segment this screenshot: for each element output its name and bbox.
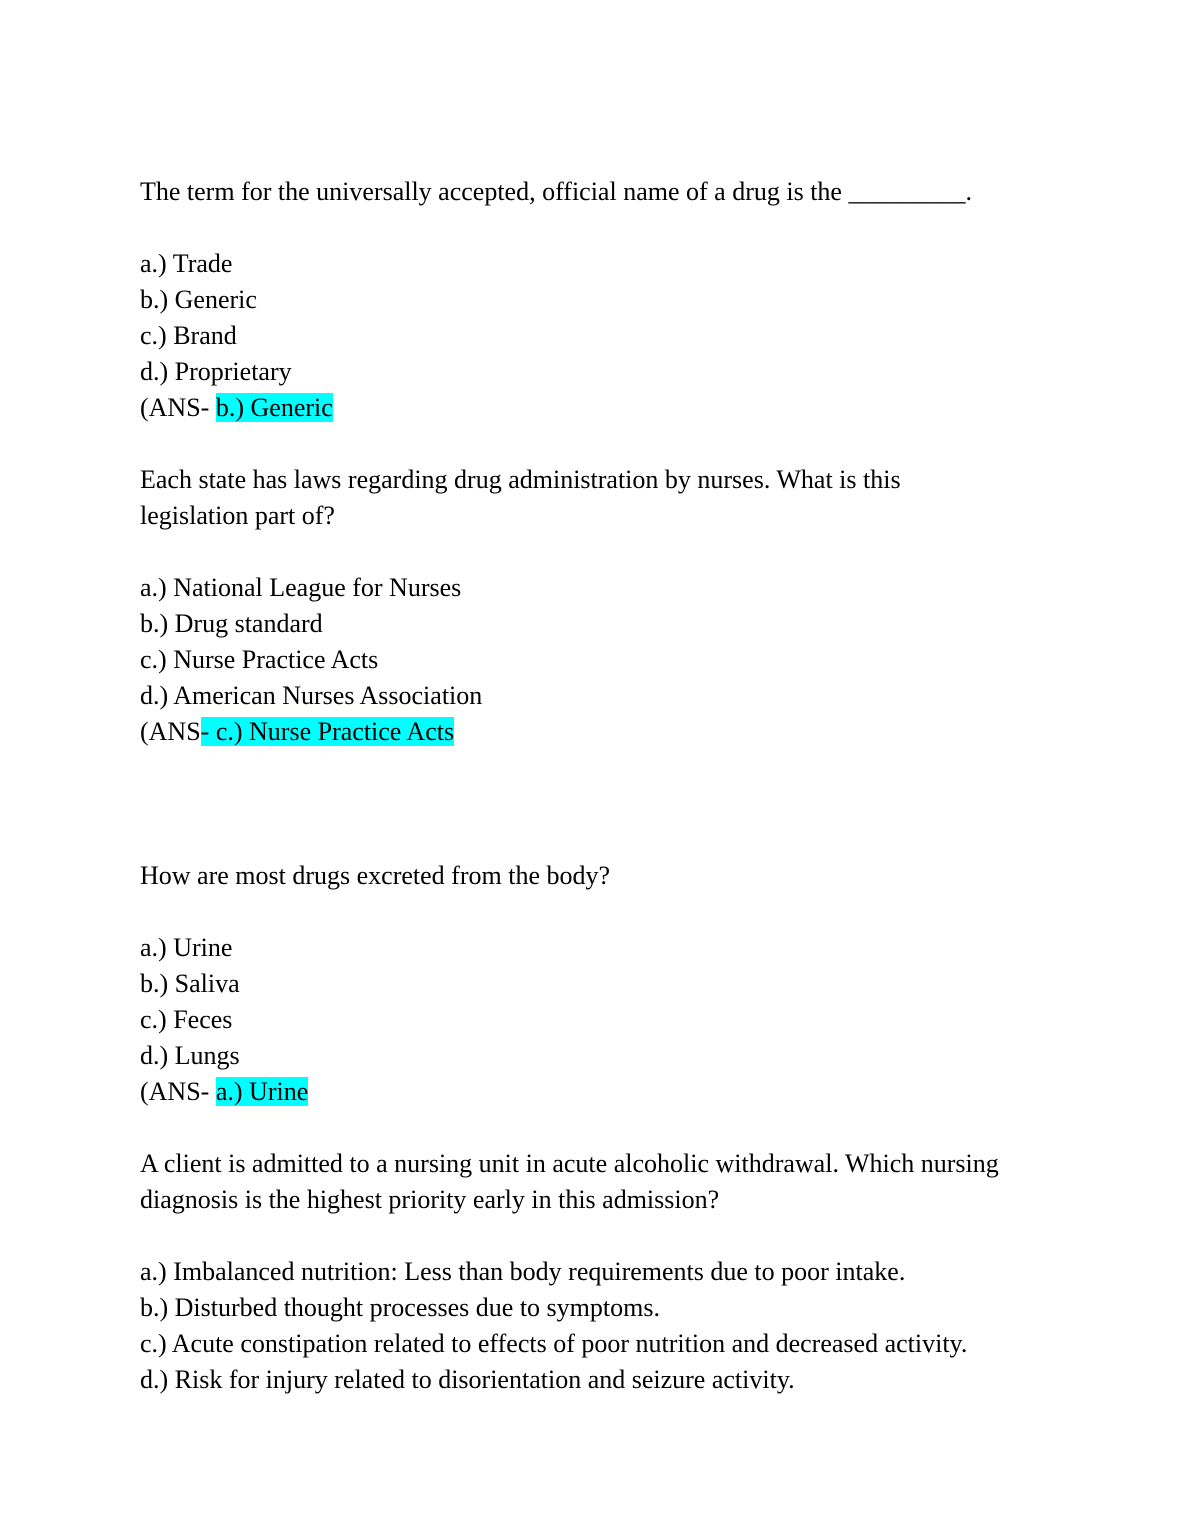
question-1-stem: The term for the universally accepted, official name of a drug is the _________. (140, 177, 972, 206)
question-4-option-b: b.) Disturbed thought processes due to symptoms. (140, 1293, 660, 1322)
question-4-option-a: a.) Imbalanced nutrition: Less than body requirements due to poor intake. (140, 1257, 906, 1286)
question-2-option-b: b.) Drug standard (140, 609, 323, 638)
question-4-stem-line-2: diagnosis is the highest priority early in this admission? (140, 1185, 720, 1214)
question-1-option-b: b.) Generic (140, 285, 257, 314)
question-4-option-c: c.) Acute constipation related to effects of poor nutrition and decreased activity. (140, 1329, 968, 1358)
question-1-option-d: d.) Proprietary (140, 357, 292, 386)
answer-prefix: (ANS- (140, 393, 216, 422)
question-3-option-c: c.) Feces (140, 1005, 233, 1034)
question-3-stem: How are most drugs excreted from the body? (140, 861, 611, 890)
question-2-option-a: a.) National League for Nurses (140, 573, 462, 602)
question-3-answer (140, 1076, 308, 1108)
question-2-option-d: d.) American Nurses Association (140, 681, 483, 710)
question-1-option-c: c.) Brand (140, 321, 237, 350)
question-1-answer (140, 392, 333, 424)
answer-highlight: b.) Generic (215, 393, 333, 422)
question-4-stem-line-1: A client is admitted to a nursing unit in acute alcoholic withdrawal. Which nursing (140, 1149, 999, 1178)
question-4-option-d: d.) Risk for injury related to disorientation and seizure activity. (140, 1365, 795, 1394)
answer-highlight: - c.) Nurse Practice Acts (200, 717, 455, 746)
answer-prefix: (ANS (140, 717, 201, 746)
question-2-answer (140, 716, 454, 748)
question-3-option-a: a.) Urine (140, 933, 233, 962)
question-2-option-c: c.) Nurse Practice Acts (140, 645, 379, 674)
question-3-option-d: d.) Lungs (140, 1041, 240, 1070)
question-2-stem-line-2: legislation part of? (140, 501, 335, 530)
question-1-option-a: a.) Trade (140, 249, 233, 278)
answer-prefix: (ANS- (140, 1077, 216, 1106)
question-3-option-b: b.) Saliva (140, 969, 240, 998)
answer-highlight: a.) Urine (215, 1077, 309, 1106)
question-2-stem-line-1: Each state has laws regarding drug administration by nurses. What is this (140, 465, 901, 494)
